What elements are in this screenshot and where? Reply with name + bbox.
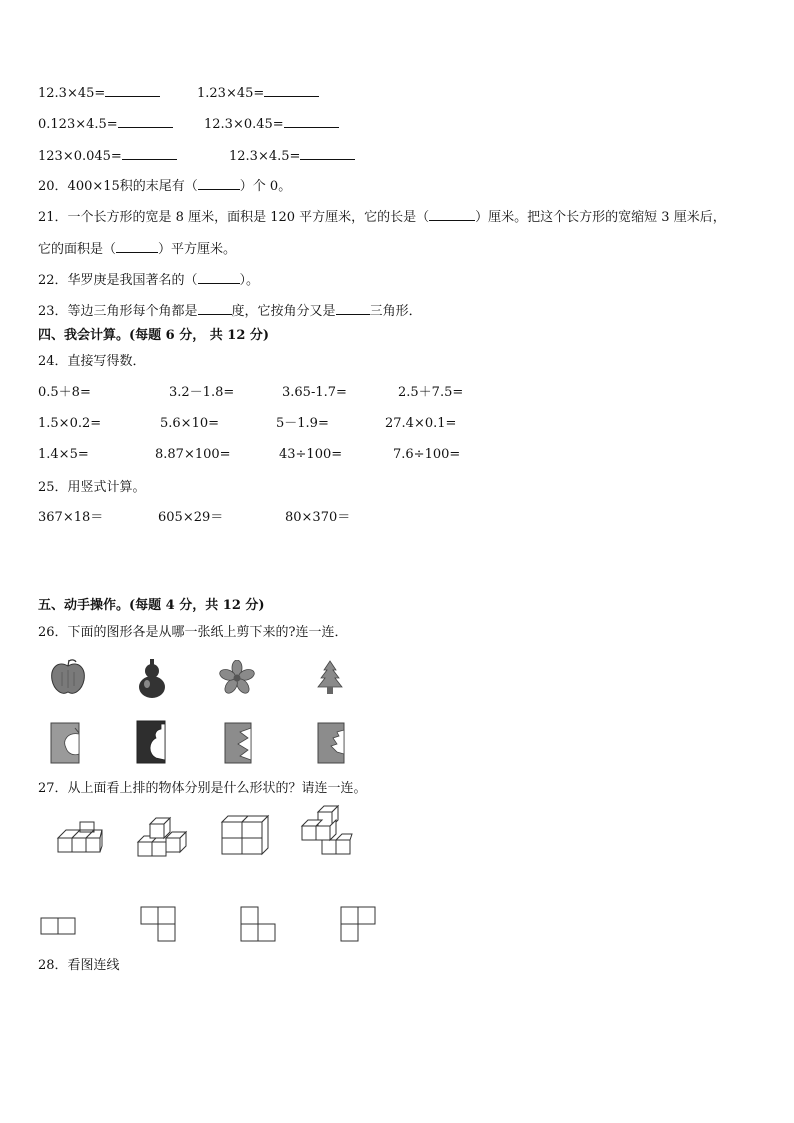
folded-paper-gourd[interactable] — [136, 720, 166, 764]
top-view-shape-2[interactable] — [140, 906, 176, 944]
cube-stack-3[interactable] — [220, 812, 270, 858]
gourd-icon[interactable] — [135, 658, 169, 700]
answer-blank[interactable] — [105, 84, 160, 97]
top-view-shape-3[interactable] — [240, 906, 276, 944]
answer-blank[interactable] — [300, 147, 355, 160]
q25-item: 605×29＝ — [158, 510, 224, 525]
cube-stack-1[interactable] — [56, 818, 106, 858]
folded-paper-flower[interactable] — [224, 722, 252, 764]
answer-blank[interactable] — [264, 84, 319, 97]
answer-blank[interactable] — [198, 302, 232, 315]
q24-item: 8.87×100= — [155, 447, 231, 462]
question-25: 25．用竖式计算。 — [38, 480, 146, 495]
folded-paper-tree[interactable] — [317, 722, 345, 764]
q19-r2-b: 12.3×0.45= — [204, 115, 339, 133]
answer-blank[interactable] — [198, 271, 240, 284]
question-21-line1: 21．一个长方形的宽是 8 厘米，面积是 120 平方厘米，它的长是（ ）厘米。把这个长方形的宽缩短 3 厘米后， — [38, 210, 726, 225]
q24-item: 5－1.9= — [276, 416, 329, 431]
answer-blank[interactable] — [429, 208, 475, 221]
q19-r3-a: 123×0.045= — [38, 147, 177, 165]
answer-blank[interactable] — [122, 147, 177, 160]
top-view-shape-1[interactable] — [40, 916, 76, 936]
q24-item: 3.65-1.7= — [282, 385, 347, 400]
q25-item: 367×18＝ — [38, 510, 104, 525]
q19-r2-a: 0.123×4.5= — [38, 115, 173, 133]
question-28: 28．看图连线 — [38, 958, 120, 973]
answer-blank[interactable] — [118, 115, 173, 128]
cube-stack-4[interactable] — [298, 804, 354, 860]
q24-item: 3.2－1.8= — [169, 385, 235, 400]
q24-item: 5.6×10= — [160, 416, 220, 431]
question-21-line2: 它的面积是（ ）平方厘米。 — [38, 242, 237, 257]
question-24: 24．直接写得数． — [38, 354, 146, 369]
question-22: 22．华罗庚是我国著名的（ ）。 — [38, 273, 260, 288]
question-23: 23．等边三角形每个角都是 度，它按角分又是 三角形． — [38, 304, 422, 319]
question-26: 26．下面的图形各是从哪一张纸上剪下来的?连一连． — [38, 625, 348, 640]
q24-item: 1.5×0.2= — [38, 416, 102, 431]
q24-item: 0.5＋8= — [38, 385, 91, 400]
q25-item: 80×370＝ — [285, 510, 351, 525]
q19-r1-b: 1.23×45= — [197, 84, 319, 102]
apple-icon[interactable] — [48, 658, 88, 698]
answer-blank[interactable] — [198, 177, 240, 190]
cube-stack-2[interactable] — [136, 810, 188, 862]
q24-item: 43÷100= — [279, 447, 343, 462]
question-20: 20．400×15积的末尾有（ ）个 0。 — [38, 179, 292, 194]
question-27: 27．从上面看上排的物体分别是什么形状的？请连一连。 — [38, 781, 367, 796]
q19-r3-b: 12.3×4.5= — [229, 147, 355, 165]
q19-r1-a: 12.3×45= — [38, 84, 160, 102]
q24-item: 2.5＋7.5= — [398, 385, 464, 400]
q24-item: 27.4×0.1= — [385, 416, 457, 431]
top-view-shape-4[interactable] — [340, 906, 376, 944]
flower-icon[interactable] — [219, 660, 255, 696]
q24-item: 1.4×5= — [38, 447, 89, 462]
tree-icon[interactable] — [314, 660, 346, 696]
section-4-title: 四、我会计算。(每题 6 分， 共 12 分) — [38, 328, 270, 343]
folded-paper-apple[interactable] — [50, 722, 80, 764]
q24-item: 7.6÷100= — [393, 447, 461, 462]
section-5-title: 五、动手操作。(每题 4 分，共 12 分) — [38, 598, 265, 613]
answer-blank[interactable] — [284, 115, 339, 128]
answer-blank[interactable] — [116, 240, 158, 253]
answer-blank[interactable] — [336, 302, 370, 315]
